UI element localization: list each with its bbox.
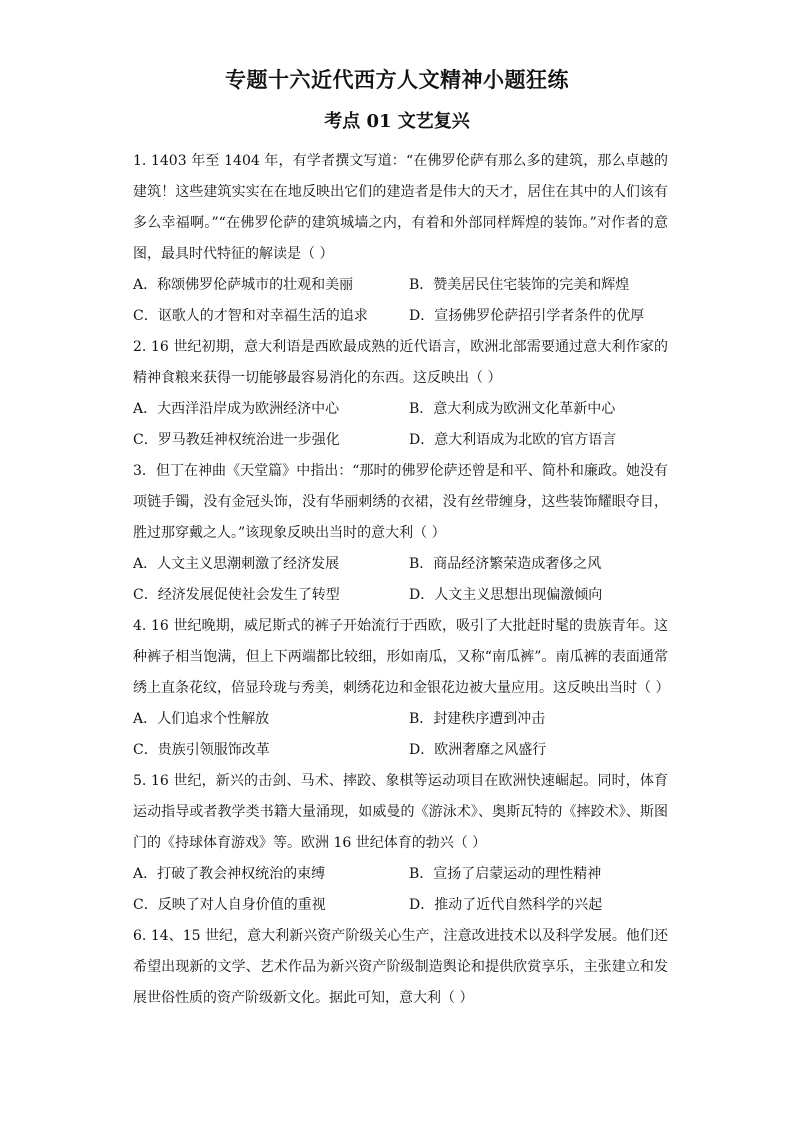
question-stem: 4. 16 世纪晚期，威尼斯式的裤子开始流行于西欧，吸引了大批赶时髦的贵族青年。这种裤子相当饱满，但上下两端都比较细，形如南瓜，又称“南瓜裤”。南瓜裤的表面通常绣上直条花纹，倍显玲珑与秀美，刺绣花边和金银花边被大量应用。这反映出当时（ ） [133, 618, 670, 696]
section-subtitle: 考点 01 文艺复兴 [324, 111, 470, 132]
option-b: B．赞美居民住宅装饰的完美和辉煌 [409, 277, 630, 293]
option-d: D．欧洲奢靡之风盛行 [409, 742, 547, 758]
question-stem: 5. 16 世纪，新兴的击剑、马术、摔跤、象棋等运动项目在欧洲快速崛起。同时，体育运动指导或者教学类书籍大量涌现，如威曼的《游泳术》、奥斯瓦特的《摔跤术》、斯图门的《持球体育游戏》等。欧洲 16 世纪体育的勃兴（ ） [133, 773, 668, 851]
options [133, 270, 668, 332]
page-title: 专题十六近代西方人文精神小题狂练 [225, 67, 569, 92]
option-a: A．大西洋沿岸成为欧洲经济中心 [133, 401, 340, 417]
question-stem: 2. 16 世纪初期，意大利语是西欧最成熟的近代语言，欧洲北部需要通过意大利作家的精神食粮来获得一切能够最容易消化的东西。这反映出（ ） [133, 339, 668, 386]
option-a: A．称颂佛罗伦萨城市的壮观和美丽 [133, 277, 354, 293]
option-d: D．推动了近代自然科学的兴起 [409, 897, 603, 913]
option-c: C．贵族引领服饰改革 [133, 742, 270, 758]
question-3 [133, 456, 668, 611]
option-b: B．封建秩序遭到冲击 [409, 711, 546, 727]
option-d: D．人文主义思想出现偏激倾向 [409, 587, 603, 603]
question-4 [133, 611, 668, 766]
option-b: B．商品经济繁荣造成奢侈之风 [409, 556, 602, 572]
question-1 [133, 146, 668, 332]
option-a: A．人文主义思潮刺激了经济发展 [133, 556, 340, 572]
question-stem: 6. 14、15 世纪，意大利新兴资产阶级关心生产，注意改进技术以及科学发展。他们还希望出现新的文学、艺术作品为新兴资产阶级制造舆论和提供欣赏享乐，主张建立和发展世俗性质的资产阶级新文化。据此可知，意大利（ ） [133, 928, 668, 1006]
question-6 [133, 921, 668, 1014]
options [133, 859, 668, 921]
question-5 [133, 766, 668, 921]
option-c: C．反映了对人自身价值的重视 [133, 897, 326, 913]
option-d: D．意大利语成为北欧的官方语言 [409, 432, 617, 448]
option-c: C．罗马教廷神权统治进一步强化 [133, 432, 340, 448]
question-2 [133, 332, 668, 456]
question-stem: 1. 1403 年至 1404 年，有学者撰文写道：“在佛罗伦萨有那么多的建筑，那么卓越的建筑！这些建筑实实在在地反映出它们的建造者是伟大的天才，居住在其中的人们该有多么幸福啊。”“在佛罗伦萨的建筑城墙之内，有着和外部同样辉煌的装饰。”对作者的意图，最具时代特征的解读是（ ） [133, 153, 668, 262]
options [133, 394, 668, 456]
option-c: C．经济发展促使社会发生了转型 [133, 587, 340, 603]
options [133, 549, 668, 611]
option-a: A．人们追求个性解放 [133, 711, 270, 727]
option-d: D．宣扬佛罗伦萨招引学者条件的优厚 [409, 308, 645, 324]
options [133, 704, 668, 766]
option-c: C．讴歌人的才智和对幸福生活的追求 [133, 308, 368, 324]
option-a: A．打破了教会神权统治的束缚 [133, 866, 326, 882]
question-stem: 3．但丁在神曲《天堂篇》中指出：“那时的佛罗伦萨还曾是和平、简朴和廉政。她没有项链手镯，没有金冠头饰，没有华丽刺绣的衣裙，没有丝带缠身，这些装饰耀眼夺目，胜过那穿戴之人。”该现象反映出当时的意大利（ ） [133, 463, 668, 541]
question-list [133, 146, 668, 1014]
option-b: B．宣扬了启蒙运动的理性精神 [409, 866, 602, 882]
option-b: B．意大利成为欧洲文化革新中心 [409, 401, 616, 417]
